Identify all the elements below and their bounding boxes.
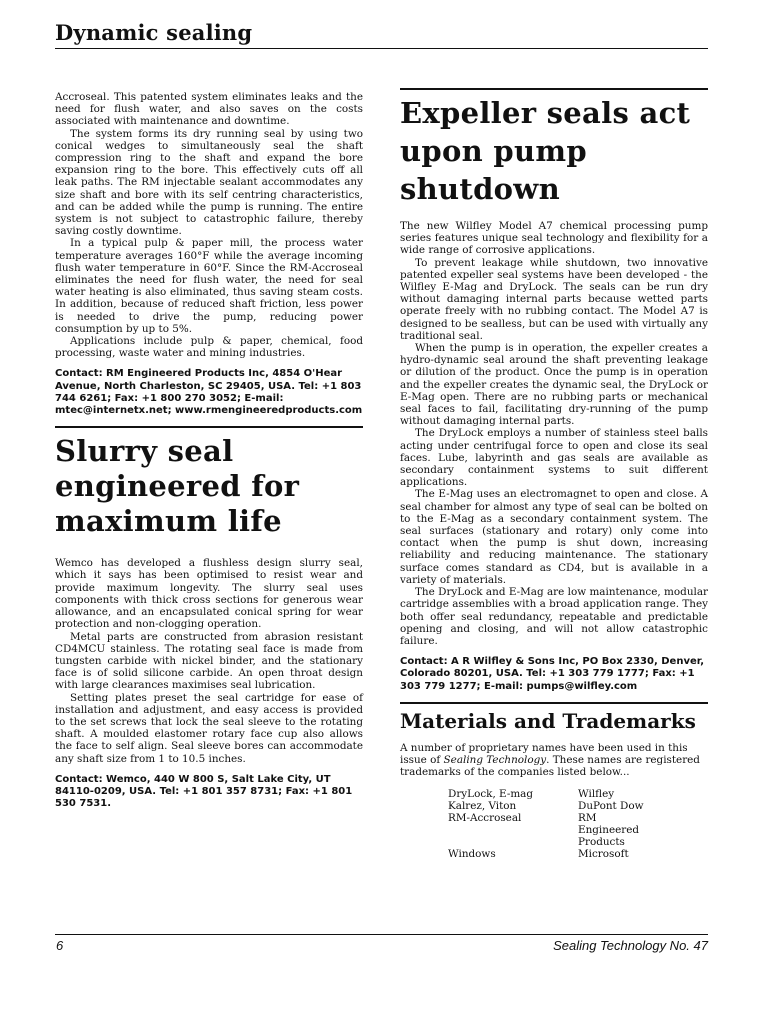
article3-title: Expeller seals act upon pump shutdown	[400, 96, 691, 206]
article1-contact: Contact: RM Engineered Products Inc, 4854 O'Hear Avenue, North Charleston, SC 29405, USA. Tel: +1 803 744 6261; Fax: +1 800 270 3052; E-mail: mtec@internetx.net; www.rmengineeredproducts.com	[55, 368, 363, 417]
article1-para: In a typical pulp & paper mill, the process water temperature averages 160°F while the average incoming flush water temperature in 60°F. Since the RM-Accroseal eliminates the need for flush water, the need for seal water heating is also eliminated, thus saving steam costs. In addition, because of reduced shaft friction, less power is needed to drive the pump, reducing power consumption by up to 5%.	[55, 237, 363, 335]
materials-intro	[400, 742, 708, 779]
trademark-names	[448, 788, 578, 860]
article1-para: Applications include pulp & paper, chemical, food processing, waste water and mining industries.	[55, 335, 363, 360]
left-column	[55, 91, 363, 810]
trademark-company: RM Engineered Products	[578, 812, 640, 849]
article3-para: To prevent leakage while shutdown, two innovative patented expeller seal systems have been developed - the Wilfley E-Mag and DryLock. The seals can be run dry without damaging internal parts because wetted parts operate freely with no rubbing contact. The Model A7 is designed to be sealless, but can be used with virtually any traditional seal.	[400, 256, 708, 342]
materials-intro-journal: Sealing Technology	[443, 753, 547, 766]
materials-intro-b: . These names are registered trademarks of the companies listed below...	[400, 753, 700, 779]
article3-contact: Contact: A R Wilfley & Sons Inc, PO Box 2330, Denver, Colorado 80201, USA. Tel: +1 303 779 1777; Fax: +1 303 779 1277; E-mail: pumps@wilfley.com	[400, 656, 705, 692]
trademark-company: DuPont Dow	[578, 800, 644, 813]
trademarks-table	[448, 788, 708, 860]
trademark-name: DryLock, E-mag	[448, 788, 534, 801]
trademark-company: Wilfley	[578, 788, 615, 801]
trademark-name: Kalrez, Viton	[448, 800, 517, 813]
article3-para: The DryLock employs a number of stainless steel balls acting under centrifugal force to open and close its seal faces. Lube, labyrinth and gas seals are available as secondary containment systems to suit different applications.	[400, 427, 708, 489]
trademark-name	[448, 824, 578, 836]
trademark-company: Microsoft	[578, 848, 629, 861]
trademark-name: Windows	[448, 848, 496, 861]
materials-title: Materials and Trademarks	[400, 708, 696, 733]
article3-rule	[400, 88, 708, 90]
article3-para: When the pump is in operation, the expeller creates a hydro-dynamic seal around the shaft preventing leakage or dilution of the product. Once the pump is in operation and the expeller creates the dynamic seal, the DryLock or E-Mag open. There are no rubbing parts or mechanical seal faces to fail, facilitating dry-running of the pump without damaging internal parts.	[400, 342, 708, 428]
article2-contact: Contact: Wemco, 440 W 800 S, Salt Lake City, UT 84110-0209, USA. Tel: +1 801 357 8731; Fax: +1 801 530 7531.	[55, 773, 353, 810]
article2-para: Metal parts are constructed from abrasion resistant CD4MCU stainless. The rotating seal face is made from tungsten carbide with nickel binder, and the stationary face is of solid silicone carbide. An open throat design with large clearances maximises seal lubrication.	[55, 630, 363, 692]
header-rule	[55, 48, 708, 49]
materials-rule	[400, 702, 708, 704]
publication-name: Sealing Technology No. 47	[553, 938, 708, 953]
section-title: Dynamic sealing	[55, 20, 253, 45]
trademark-companies	[578, 788, 708, 860]
article1-para: Accroseal. This patented system eliminates leaks and the need for flush water, and also saves on the costs associated with maintenance and downtime.	[55, 91, 363, 128]
article2-title: Slurry seal engineered for maximum life	[55, 434, 300, 539]
article1-para: The system forms its dry running seal by using two conical wedges to simultaneously seal the shaft compression ring to the shaft and expand the bore expansion ring to the bore. This effectively cuts off all leak paths. The RM injectable sealant accommodates any size shaft and bore with its self centring characteristics, and can be added while the pump is running. The entire system is not subject to catastrophic failure, thereby saving costly downtime.	[55, 127, 363, 238]
footer-rule	[55, 934, 708, 935]
article2-para: Setting plates preset the seal cartridge for ease of installation and adjustment, and easy access is provided to the set screws that lock the seal sleeve to the rotating shaft. A moulded elastomer rotary face cup also allows the face to self align. Seal sleeve bores can accommodate any shaft size from 1 to 10.5 inches.	[55, 691, 363, 765]
article2-para: Wemco has developed a flushless design slurry seal, which it says has been optimised to resist wear and provide maximum longevity. The slurry seal uses components with thick cross sections for generous wear allowance, and an encapsulated conical spring for wear protection and non-clogging operation.	[55, 557, 363, 631]
materials-intro-a: A number of proprietary names have been used in this issue of	[400, 741, 688, 766]
trademark-name: RM-Accroseal	[448, 812, 522, 825]
article2-rule	[55, 426, 363, 428]
article3-para: The new Wilfley Model A7 chemical processing pump series features unique seal technology and flexibility for a wide range of corrosive applications.	[400, 220, 708, 257]
article3-para: The E-Mag uses an electromagnet to open and close. A seal chamber for almost any type of seal can be bolted on to the E-Mag as a secondary containment system. The seal surfaces (stationary and rotary) only come into contact when the pump is shut down, increasing reliability and reducing maintenance. The stationary surface comes standard as CD4, but is available in a variety of materials.	[400, 488, 708, 586]
page-number: 6	[56, 938, 64, 953]
article3-para: The DryLock and E-Mag are low maintenance, modular cartridge assemblies with a broad application range. They both offer seal redundancy, repeatable and predictable opening and closing, and will not allow catastrophic failure.	[400, 586, 708, 647]
right-column	[400, 88, 708, 860]
